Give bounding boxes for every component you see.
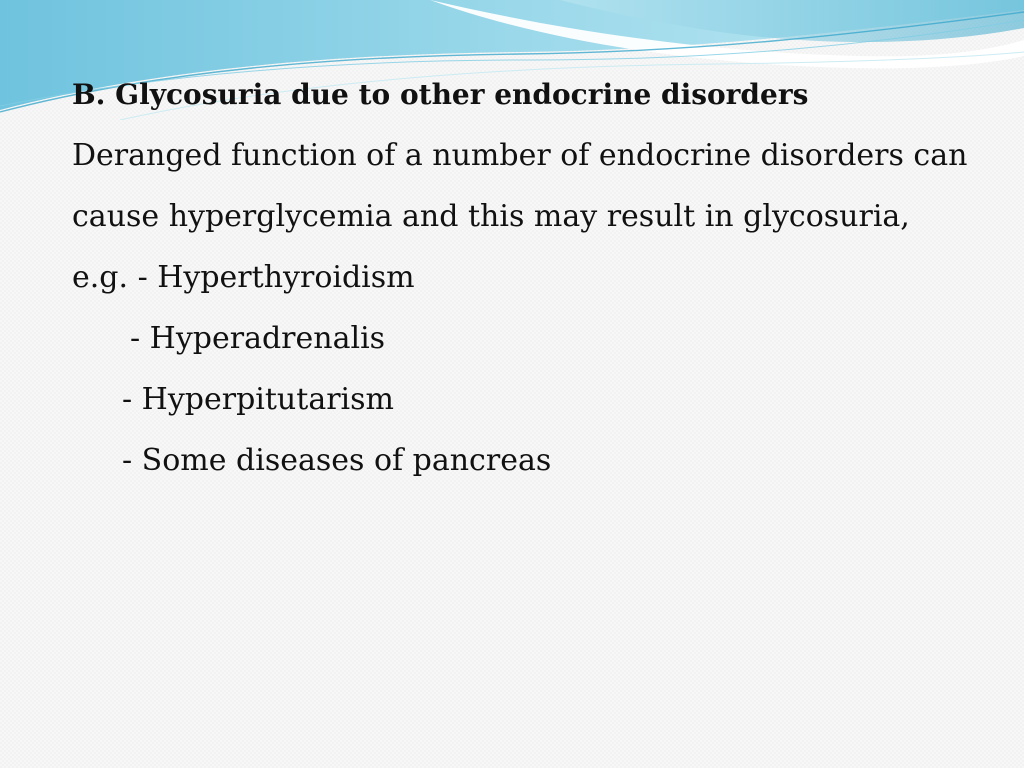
body-line: cause hyperglycemia and this may result in glycosuria,	[72, 199, 910, 234]
list-item: - Hyperpitutarism	[122, 382, 394, 417]
slide-heading: B. Glycosuria due to other endocrine disorders	[72, 78, 809, 111]
list-item: - Some diseases of pancreas	[122, 443, 552, 478]
list-item: - Hyperadrenalis	[130, 321, 386, 356]
body-line: Deranged function of a number of endocrine disorders can	[72, 138, 968, 173]
example-line: e.g. - Hyperthyroidism	[72, 260, 415, 295]
